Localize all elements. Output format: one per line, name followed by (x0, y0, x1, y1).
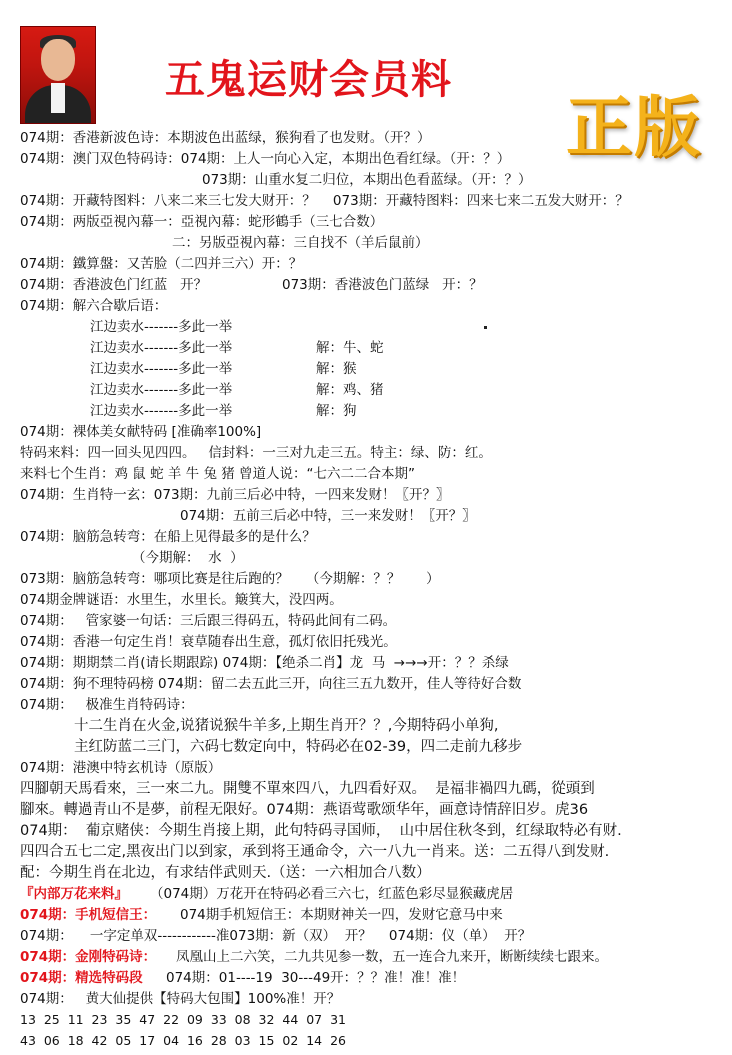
text-line: 074期：香港一句定生肖！衰草随春出生意，孤灯依旧托残光。 (20, 634, 397, 650)
text-line: 073期：脑筋急转弯：哪项比赛是往后跑的？ （今期解：？？ ） (20, 571, 440, 587)
poem-line: 074期： 葡京赌侠：今期生肖接上期，此句特码寻国师， 山中居住秋冬到，红绿取特必有财. (20, 823, 622, 839)
text-line: 074期：五前三后必中特，三一来发财！〖开？〗 (180, 508, 476, 524)
text-line: 074期： 极准生肖特码诗： (20, 697, 194, 713)
text-line: 074期： 管家婆一句话：三后跟三得码五，特码此间有二码。 (20, 613, 397, 629)
text-line: 073期：香港波色门蓝绿 开：？ (282, 277, 483, 293)
text-line: 074期：裸体美女献特码 [准确率100%] (20, 424, 262, 440)
riddle-line: 江边卖水-------多此一举 (90, 403, 233, 419)
text-line: 074期：狗不理特码榜 074期：留二去五此三开，向往三五九数开，佳人等待好合数 (20, 676, 522, 692)
text-line: 074期：脑筋急转弯：在船上见得最多的是什么？ (20, 529, 316, 545)
text-line: 074期：港澳中特玄机诗（原版） (20, 760, 222, 776)
text-line: 来料七个生肖：鸡 鼠 蛇 羊 牛 兔 猪 曾道人说：“七六二二合本期” (20, 466, 416, 482)
text-line: 074期： 黄大仙提供【特码大包围】100%准！开？ (20, 991, 341, 1007)
riddle-answer: 解：鸡、猪 (316, 382, 384, 398)
poem-line: 四腳朝天馬看來，三一來二九。開雙不單來四八，九四看好双。 是福非禍四九碼，從頭到 (20, 781, 595, 797)
text-line: 074期： 一字定单双------------准073期：新（双） 开？ 074期：仪（单） 开？ (20, 928, 532, 944)
text-line: 074期：01----19 30---49开：？？准！准！准！ (166, 970, 466, 986)
text-line: 特码来料：四一回头见四四。 信封料：一三对九走三五。特主：绿、防：红。 (20, 445, 492, 461)
portrait-photo (20, 26, 96, 124)
riddle-line: 江边卖水-------多此一举 (90, 319, 233, 335)
riddle-line: 江边卖水-------多此一举 (90, 361, 233, 377)
poem-line: 配：今期生肖在北边，有求结伴武则天.（送：一六相加合八数） (20, 865, 431, 881)
text-line: 074期：生肖特一玄：073期：九前三后必中特，一四来发财！〖开？〗 (20, 487, 450, 503)
riddle-answer: 解：牛、蛇 (316, 340, 384, 356)
riddle-line: 江边卖水-------多此一举 (90, 340, 233, 356)
number-row: 43 06 18 42 05 17 04 16 28 03 15 02 14 26 (20, 1033, 346, 1048)
number-row: 13 25 11 23 35 47 22 09 33 08 32 44 07 31 (20, 1012, 346, 1027)
text-line: （今期解： 水 ） (132, 550, 244, 566)
text-line: （074期）万花开在特码必看三六七，红蓝色彩尽显猴藏虎居 (150, 886, 514, 902)
poem-line: 十二生肖在火金,说猪说猴牛羊多,上期生肖开？？,今期特码小单狗, (74, 718, 499, 734)
text-line: 074期手机短信王：本期财神关一四，发财它意马中来 (180, 907, 503, 923)
section-label-red: 『内部万花来料』 (20, 886, 128, 902)
text-line: 二：另版亞視內幕：三自找不（羊后鼠前） (172, 235, 429, 251)
riddle-answer: 解：猴 (316, 361, 357, 377)
poem-line: 主红防蓝二三门，六码七数定向中，特码必在02-39，四二走前九移步 (74, 739, 523, 754)
poem-line: 四四合五七二定,黑夜出门以到家，承到将王通命令，六一八九一肖来。送：二五得八到发财. (20, 844, 610, 860)
page-title: 五鬼运财会员料 (165, 56, 452, 103)
text-line: 凤凰山上二六笑，二九共见参一数，五一连合九来开，断断续续七跟来。 (176, 949, 608, 965)
section-label-red: 074期：手机短信王： (20, 907, 157, 923)
stray-dot (484, 326, 487, 329)
text-line: 074期：澳门双色特码诗：074期：上人一向心入定，本期出色看红绿。（开：？） (20, 151, 511, 167)
text-line: 074期：香港波色门红蓝 开？ (20, 277, 208, 293)
riddle-line: 江边卖水-------多此一举 (90, 382, 233, 398)
authentic-badge: 正版 (566, 89, 702, 166)
text-line: 074期：解六合歇后语： (20, 298, 168, 314)
text-line: 074期：开藏特图料：八来二来三七发大财开：？ 073期：开藏特图料：四来七来二五发大财开：？ (20, 193, 629, 209)
text-line: 073期：山重水复二归位，本期出色看蓝绿。（开：？） (202, 172, 532, 188)
section-label-red: 074期：金刚特码诗： (20, 949, 157, 965)
text-line: 074期：期期禁二肖(请长期跟踪) 074期：【绝杀二肖】龙 马 →→→开：？？杀绿 (20, 655, 509, 671)
poem-line: 腳來。轉過青山不是夢，前程无限好。074期：燕语莺歌颂华年，画意诗情辞旧岁。虎36 (20, 802, 589, 818)
text-line: 074期：香港新波色诗：本期波色出蓝绿，猴狗看了也发财。（开？） (20, 130, 431, 146)
text-line: 074期金牌谜语：水里生，水里长。簸箕大，没四两。 (20, 592, 343, 608)
text-line: 074期：两版亞視內幕一：亞視內幕：蛇形鶴手（三七合数） (20, 214, 384, 230)
riddle-answer: 解：狗 (316, 403, 357, 419)
section-label-red: 074期：精选特码段 (20, 970, 143, 986)
text-line: 074期：鐵算盤：又苦脸（二四并三六）开：？ (20, 256, 303, 272)
